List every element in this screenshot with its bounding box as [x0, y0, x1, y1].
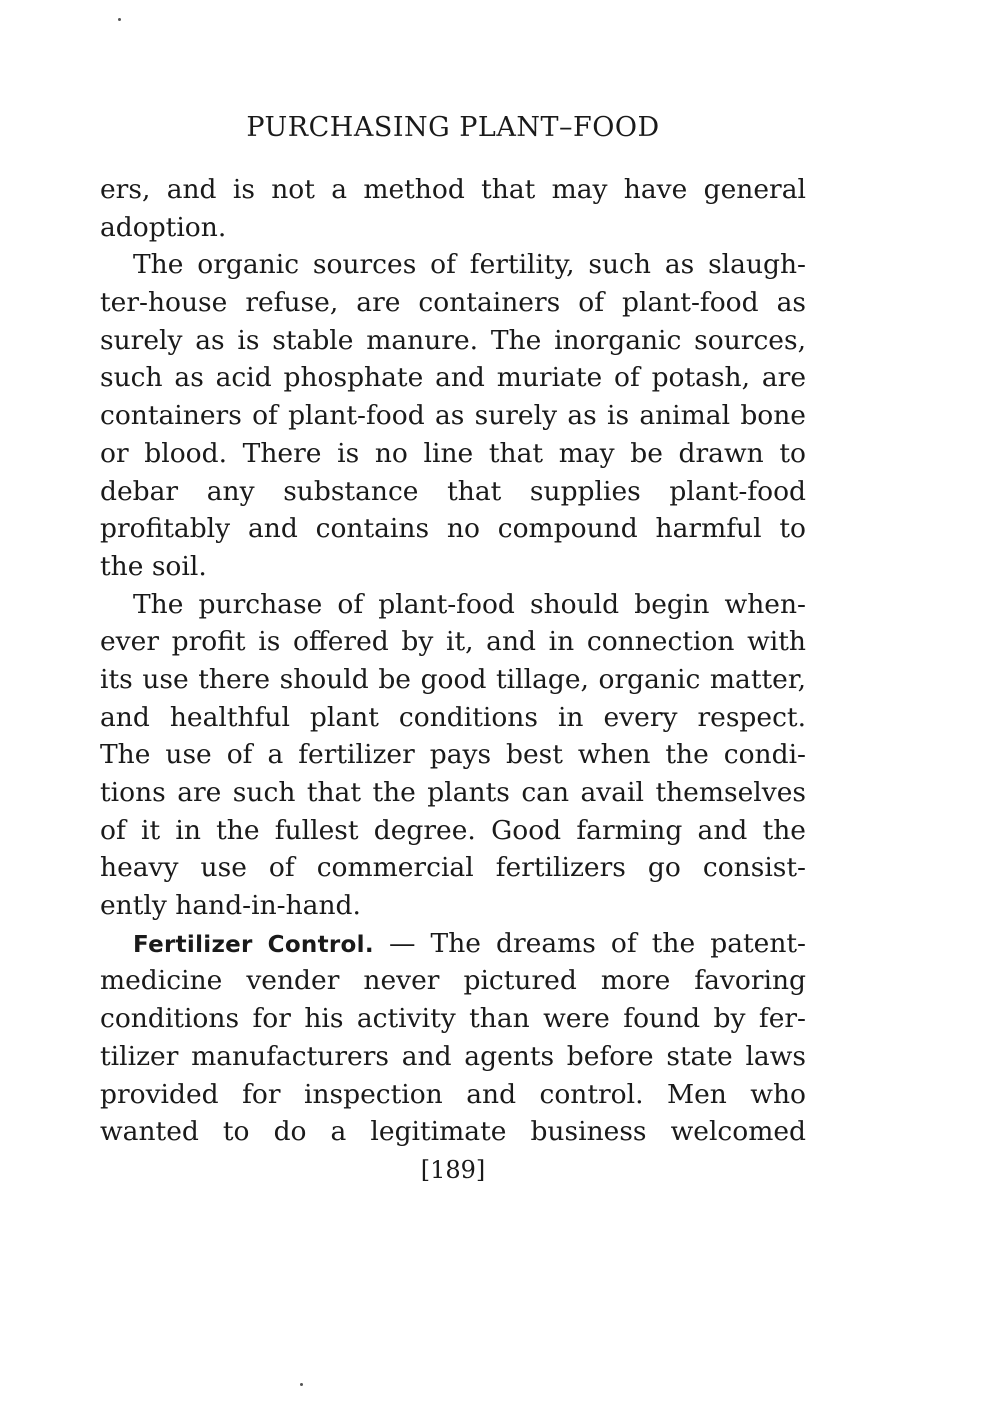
text-line: debar any substance that supplies plant-food: [100, 475, 806, 507]
text-line: conditions for his activity than were found by fer-: [100, 1003, 806, 1035]
text-line: surely as is stable manure. The inorganic sources,: [100, 324, 806, 356]
section-heading: Fertilizer Control.: [133, 931, 374, 958]
text-line: ever profit is offered by it, and in connection with: [100, 626, 806, 658]
text-line: ter-house refuse, are containers of plant-food as: [100, 287, 806, 319]
text-line: and healthful plant conditions in every respect.: [100, 701, 806, 733]
section-lead-text: — The dreams of the patent-: [373, 927, 807, 959]
paragraph-start-line: The purchase of plant-food should begin when-: [133, 588, 806, 620]
page-number: [189]: [420, 1156, 486, 1184]
text-line: tions are such that the plants can avail themselves: [100, 777, 806, 808]
text-line: tilizer manufacturers and agents before state laws: [100, 1040, 806, 1072]
text-line: heavy use of commercial fertilizers go consist-: [100, 852, 806, 884]
scan-speck: [118, 18, 121, 21]
text-line: wanted to do a legitimate business welcomed: [100, 1116, 806, 1148]
text-line: provided for inspection and control. Men who: [100, 1078, 806, 1110]
text-line: containers of plant-food as surely as is animal bone: [100, 400, 806, 432]
scan-speck: [300, 1383, 303, 1386]
text-line: profitably and contains no compound harmful to: [100, 513, 806, 545]
paragraph-start-line: The organic sources of fertility, such as slaugh-: [133, 249, 806, 281]
text-line: ently hand-in-hand.: [100, 890, 361, 922]
body-text: [100, 171, 806, 1151]
running-head: PURCHASING PLANT–FOOD: [246, 112, 660, 143]
text-line: The use of a fertilizer pays best when the condi-: [100, 739, 806, 771]
text-line: the soil.: [100, 550, 207, 582]
text-line: adoption.: [100, 211, 227, 243]
text-line: ers, and is not a method that may have general: [100, 174, 806, 205]
text-line: or blood. There is no line that may be drawn to: [100, 437, 806, 469]
section-start-line: [100, 925, 806, 963]
text-line: its use there should be good tillage, organic matter,: [100, 663, 806, 695]
text-line: medicine vender never pictured more favoring: [100, 965, 806, 997]
text-line: of it in the fullest degree. Good farming and the: [100, 814, 806, 846]
text-line: such as acid phosphate and muriate of potash, are: [100, 362, 806, 394]
